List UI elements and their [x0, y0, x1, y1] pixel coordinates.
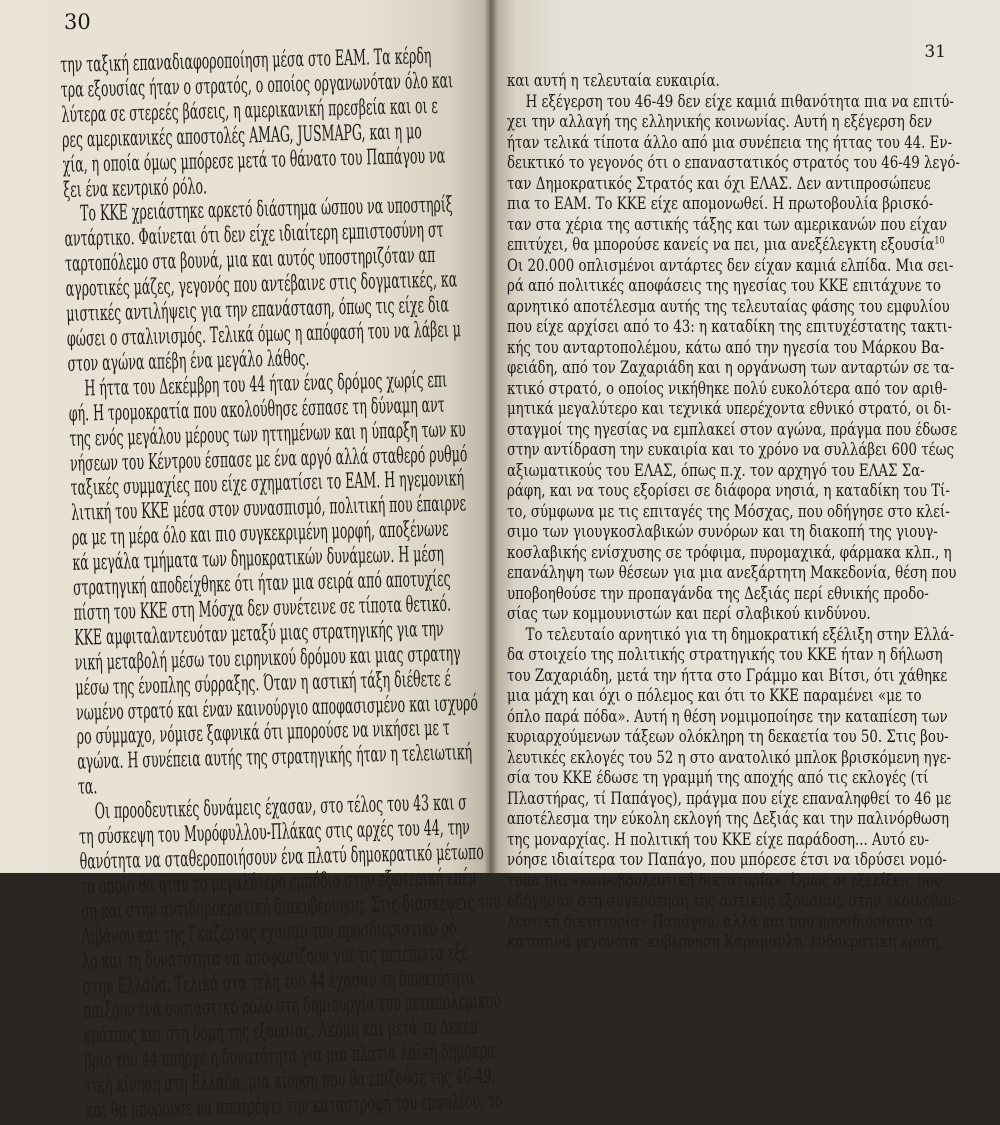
text-line-content: Οι προοδευτικές δυνάμεις έχασαν, στο τέλος του 43 και σ	[94, 790, 468, 825]
right-page-text	[507, 71, 981, 953]
text-line-content: ταρτοπόλεμο στα βουνά, μια και αυτός υποστηριζόταν απ	[64, 243, 436, 278]
text-line-content: κής του ανταρτοπολέμου, κάτω από την ηγεσία του Μάρκου Βα-	[507, 337, 945, 357]
text-line	[507, 584, 981, 605]
text-line-content: νική μεταβολή μέσω του ειρηνικού δρόμου και μιας στρατηγ	[74, 641, 461, 676]
text-line-content: την ταξική επαναδιαφοροποίηση μέσα στο ΕΑΜ. Τα κέρδη	[59, 43, 432, 78]
text-line	[507, 194, 981, 215]
text-line-content: κοσλαβικής ενίσχυσης σε τρόφιμα, πυρομαχικά, φάρμακα κλπ., η	[507, 542, 952, 562]
text-line	[507, 645, 981, 666]
text-line-content: μητικά μεγαλύτερο και τεχνικά υπερέχοντα εθνικό στρατό, οι δι-	[507, 399, 952, 418]
text-line-content: παίξουν ένα ουσιαστικό ρόλο στη δημιουργία του μεταπολεμικού	[83, 988, 502, 1025]
text-line	[507, 317, 981, 338]
text-line	[507, 379, 981, 400]
text-line	[507, 809, 981, 830]
text-line-content: βριο του 44 υπήρχε η δυνατότητα για μια πλατιά λαϊκή δημοκρα	[84, 1038, 496, 1074]
text-line-content: σίας των κομμουνιστών και περί σλαβικού κινδύνου.	[507, 604, 871, 623]
text-line-content: επανάληψη των θέσεων για μια ανεξάρτητη Μακεδονία, θέση που	[507, 563, 957, 582]
text-line	[507, 133, 981, 154]
text-line	[507, 502, 981, 523]
text-line-content: λο και τη δυνατότητα να αποφασίζουν για τις μετέπειτα εξε	[81, 939, 469, 975]
text-line-content: μιστικές αντιλήψεις για την επανάσταση, όπως τις είχε δια	[66, 292, 450, 327]
text-line	[507, 912, 981, 933]
text-line	[507, 461, 981, 482]
text-line-content: και θα μπορούσε να αποτρέψει την καταστροφή του εμφυλίου, το	[85, 1088, 503, 1124]
text-line-content: ρά από πολιτικές αποφάσεις της ηγεσίας του ΚΚΕ επιτάχυνε το	[507, 276, 941, 295]
text-line-content: ση και στην αντιδημοκρατική διακυβέρνηση. Στις διασκέψεις του	[80, 889, 501, 925]
text-line-content: τυπα μια «κοινοβουλευτική δικτατορία». Όμως οι εξελίξεις που	[507, 870, 942, 890]
text-line-content: κυριαρχούμενων τάξεων ολόκληρη τη δεκαετία του 50. Στις βου-	[507, 727, 949, 746]
text-line	[507, 276, 981, 297]
text-line	[507, 256, 981, 277]
text-line-content: στον αγώνα απέβη ένα μεγάλο λάθος.	[67, 345, 310, 377]
text-line-content: φή. Η τρομοκρατία που ακολούθησε έσπασε τη δύναμη αντ	[68, 392, 445, 427]
text-line-content: ταξικές συμμαχίες που είχε σχηματίσει το ΕΑΜ. Η ηγεμονική	[70, 466, 465, 502]
text-line-content: τη σύσκεψη του Μυρόφυλλου-Πλάκας στις αρχές του 44, την	[78, 815, 471, 850]
text-line-content: τική κίνηση στη Ελλάδα, μια κίνηση που θα επιζούσε της 46-49,	[84, 1063, 496, 1099]
text-line	[507, 440, 981, 461]
text-line-content: αγώνα. Η συνέπεια αυτής της στρατηγικής ήταν η τελειωτική	[77, 740, 473, 776]
text-line	[507, 543, 981, 564]
text-line	[507, 522, 981, 543]
text-line-content: χία, η οποία όμως μπόρεσε μετά το θάνατο του Παπάγου να	[62, 143, 446, 178]
text-line-content: στην Ελλάδα. Τελικά στα τέλη του 44 έχασαν τη δυνατότητα	[82, 964, 475, 1000]
text-line-content: που είχε αρχίσει από το 43: η καταδίκη της επιτυχέστατης τακτι-	[507, 317, 953, 336]
text-line-content: στην αντίδραση την ευκαιρία και το χρόνο να συλλάβει 600 τέως	[507, 440, 954, 459]
text-line-content: νόησε ιδιαίτερα τον Παπάγο, που μπόρεσε έτσι να ιδρύσει νομό-	[507, 850, 947, 869]
text-line-content: Η εξέγερση του 46-49 δεν είχε καμιά πιθανότητα πια να επιτύ-	[525, 91, 954, 111]
text-line-content: δα στοιχείο της πολιτικής στρατηγικής του ΚΚΕ ήταν η δήλωση	[507, 645, 943, 664]
text-line-content: Λιβάνου και της Γκαζέρτας έχασαν τον προσδιοριστικό ρό	[81, 915, 457, 950]
text-line-content: νήσεων του Κέντρου έσπασε με ένα αργό αλλά σταθερό ρυθμό	[69, 441, 468, 477]
page-number-left: 30	[64, 10, 91, 34]
text-line-content: επιτύχει, θα μπορούσε κανείς να πει, μια ανεξέλεγκτη εξουσία	[507, 235, 935, 254]
text-line	[507, 707, 981, 728]
text-line	[507, 235, 981, 256]
text-line-content: σιμο των γιουγκοσλαβικών συνόρων και τη διακοπή της γιουγ-	[507, 522, 938, 541]
text-line-content: αντάρτικο. Φαίνεται ότι δεν είχε ιδιαίτερη εμπιστοσύνη στ	[64, 218, 444, 253]
text-line-content: κατοπινά γεγονότα: κυβέρνηση Καραμανλή, ενδοκρατική κρίση,	[507, 932, 944, 951]
text-line	[507, 215, 981, 236]
text-line-content: Η ήττα του Δεκέμβρη του 44 ήταν ένας δρόμος χωρίς επι	[84, 367, 448, 402]
text-line	[507, 174, 981, 195]
text-line-content: υποβοηθούσε την προπαγάνδα της Δεξιάς περί εθνικής προδο-	[507, 583, 929, 603]
text-line-content: ήταν τελικά τίποτα άλλο από μια συνέπεια της ήττας του 44. Εν-	[507, 132, 953, 152]
text-line	[507, 399, 981, 420]
text-line-content: αποτέλεσμα την εύκολη εκλογή της Δεξιάς και την παλινόρθωση	[507, 809, 949, 828]
text-line-content: οδήγησαν στη συγκρότηση της αστικής εξουσίας, στην «κοινοβου-	[507, 891, 960, 910]
text-line-content: ράφη, και να τους εξορίσει σε διάφορα νησιά, η καταδίκη του Τί-	[507, 481, 950, 500]
text-line-content: ξει ένα κεντρικό ρόλο.	[63, 173, 208, 203]
text-line-content: Πλαστήρας, τί Παπάγος), πράγμα που είχε επαναληφθεί το 46 με	[507, 788, 952, 808]
text-line	[507, 604, 981, 625]
text-line	[507, 850, 981, 871]
text-line-content: στρατηγική αποδείχθηκε ότι ήταν μια σειρά από αποτυχίες	[72, 566, 451, 601]
text-line	[507, 338, 981, 359]
text-line	[507, 153, 981, 174]
text-line-content: Το ΚΚΕ χρειάστηκε αρκετό διάστημα ώσπου να υποστηρίξ	[79, 192, 453, 227]
text-line	[507, 358, 981, 379]
text-line-content: ρα με τη μέρα όλο και πιο συγκεκριμένη μορφή, αποξένωνε	[71, 516, 449, 552]
text-line	[507, 71, 981, 92]
text-line-content: ρες αμερικανικές αποστολές AMAG, JUSMAPG, και η μο	[61, 118, 423, 153]
text-line	[507, 748, 981, 769]
text-line-content: Το τελευταίο αρνητικό για τη δημοκρατική εξέλιξη στην Ελλά-	[525, 624, 955, 644]
text-line-content: λιτική του ΚΚΕ μέσα στον συνασπισμό, πολιτική που έπαιρνε	[70, 491, 467, 527]
text-line-content: λευτικές εκλογές του 52 η στο ανατολικό μπλοκ βρισκόμενη ηγε-	[507, 747, 952, 767]
text-line	[507, 297, 981, 318]
text-line-content: αξιωματικούς του ΕΛΑΣ, όπως π.χ. τον αρχηγό του ΕΛΑΣ Σα-	[507, 460, 925, 480]
text-line-content: σία του ΚΚΕ έδωσε τη γραμμή της αποχής από τις εκλογές (τί	[507, 768, 929, 787]
text-line-content: το οποίο θα ήταν το μεγαλύτερο εμπόδιο στην εξωτερική επέμ	[80, 864, 477, 900]
text-line	[507, 830, 981, 851]
text-line	[507, 768, 981, 789]
text-line-content: της ενός μεγάλου μέρους των ηττημένων και η ύπαρξη των κυ	[69, 416, 466, 452]
text-line-content: φειάδη, από τον Ζαχαριάδη και η οργάνωση των ανταρτών σε τα-	[507, 358, 955, 377]
right-page	[490, 0, 1000, 951]
text-line-content: πια το ΕΑΜ. Το ΚΚΕ είχε απομονωθεί. Η πρωτοβουλία βρισκό-	[507, 194, 934, 213]
text-line-content: και αυτή η τελευταία ευκαιρία.	[507, 71, 720, 90]
text-line-content: κράτους και στη δομή της εξουσίας. Ακόμη και μετά το Δεκέμ	[83, 1014, 479, 1050]
text-line-content: όπλο παρά πόδα». Αυτή η θέση νομιμοποίησε την καταπίεση των	[507, 706, 948, 726]
text-line	[507, 112, 981, 133]
text-line-content: αγροτικές μάζες, γεγονός που αντέβαινε στις δογματικές, κα	[65, 267, 458, 303]
text-line-content: της μοναρχίας. Η πολιτική του ΚΚΕ είχε παράδοση... Αυτό ευ-	[507, 829, 930, 849]
text-line-content: σταγμοί της ηγεσίας να εμπλακεί στον αγώνα, πράγμα που έδωσε	[507, 419, 958, 439]
text-line	[507, 625, 981, 646]
text-line-content: δεικτικό το γεγονός ότι ο επαναστατικός στρατός του 46-49 λεγό-	[507, 153, 960, 172]
text-line-content: ταν Δημοκρατικός Στρατός και όχι ΕΛΑΣ. Δεν αντιπροσώπευε	[507, 173, 931, 193]
text-line-content: ΚΚΕ αμφιταλαντευόταν μεταξύ μιας στρατηγικής για την	[73, 616, 444, 651]
text-line-content: Οι 20.000 οπλισμένοι αντάρτες δεν είχαν καμιά ελπίδα. Μια σει-	[507, 255, 954, 275]
text-line	[507, 727, 981, 748]
text-line-content: πίστη του ΚΚΕ στη Μόσχα δεν συνέτεινε σε τίποτα θετικό.	[73, 591, 452, 626]
text-line-content: μέσω της ένοπλης σύρραξης. Όταν η αστική τάξη διέθετε έ	[75, 666, 452, 701]
page-number-right: 31	[924, 42, 946, 62]
text-line	[507, 420, 981, 441]
text-line-content: κτικό στρατό, ο οποίος νικήθηκε πολύ ευκολότερα από τον αριθ-	[507, 378, 948, 398]
text-line-content: ρο σύμμαχο, νόμισε ξαφνικά ότι μπορούσε να νικήσει με τ	[76, 716, 451, 751]
text-line	[507, 563, 981, 584]
text-line-content: του Ζαχαριάδη, μετά την ήττα στο Γράμμο και Βίτσι, ότι χάθηκε	[507, 665, 948, 685]
text-line	[507, 686, 981, 707]
text-line	[507, 789, 981, 810]
book-gutter	[484, 0, 498, 873]
text-line-content: λευτική δικτατορία» Παπάγου, αλλά και που προσδιόρισαν τα	[507, 911, 934, 931]
text-line-content: νωμένο στρατό και έναν καινούργιο αποφασισμένο και ισχυρό	[75, 690, 479, 726]
text-line	[507, 92, 981, 113]
text-line-content: λύτερα σε στερεές βάσεις, η αμερικανική πρεσβεία και οι ε	[61, 93, 439, 128]
text-line	[507, 932, 981, 953]
text-line-content: τα.	[77, 774, 98, 801]
text-line-content: αρνητικό αποτέλεσμα αυτής της τελευταίας φάσης του εμφυλίου	[507, 296, 950, 316]
text-line	[507, 891, 981, 912]
left-page-text	[60, 44, 504, 1125]
text-line-content: μια μάχη και όχι ο πόλεμος και ότι το ΚΚΕ παραμένει «με το	[507, 686, 922, 705]
footnote-marker: 10	[934, 235, 945, 247]
text-line-content: κά μεγάλα τμήματα των δημοκρατικών δυνάμεων. Η μέση	[72, 541, 445, 576]
text-line-content: χει την αλλαγή της ελληνικής κοινωνίας. Αυτή η εξέγερση δεν	[507, 112, 933, 131]
text-line-content: φώσει ο σταλινισμός. Τελικά όμως η απόφασή του να λάβει μ	[66, 317, 462, 352]
text-line-content: ταν στα χέρια της αστικής τάξης και των αμερικανών που είχαν	[507, 214, 948, 234]
text-line	[507, 481, 981, 502]
text-line	[507, 666, 981, 687]
text-line-content: θανότητα να σταθεροποιήσουν ένα πλατύ δημοκρατικό μέτωπο	[79, 839, 485, 875]
text-line	[507, 871, 981, 892]
text-line-content: το, σύμφωνα με τις επιταγές της Μόσχας, που οδήγησε στο κλεί-	[507, 501, 950, 521]
text-line-content: τρα εξουσίας ήταν ο στρατός, ο οποίος οργανωνόταν όλο και	[60, 68, 454, 103]
